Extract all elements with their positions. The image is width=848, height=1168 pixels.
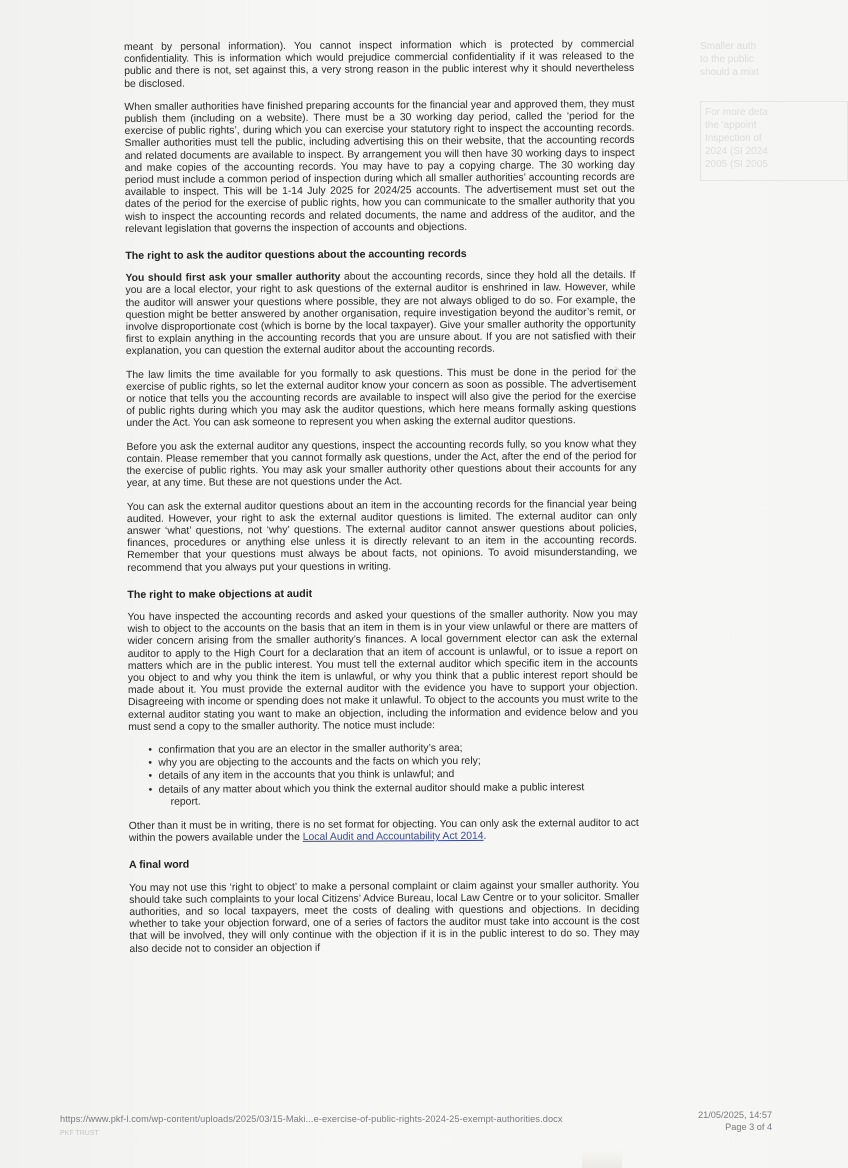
heading-final-word: A final word [128,858,190,872]
footer-meta [698,1110,772,1133]
paragraph-final-word: You may not use this ‘right to object’ to make a personal complaint or claim against your smaller authority. You should take such complaints to your local Citizens’ Advice Bureau, local Law Centre or to your solicitor. Smaller authorities, and so local taxpayers, meet the costs of dealing with questions and objections. In deciding whether to take your objection forward, one of a series of factors the auditor must take into account is the cost that will be involved, they will only continue with the objection if it is in the public interest to do so. They may also decide not to consider an objection if [129,879,640,955]
paragraph-time-limit: The law limits the time available for you formally to ask questions. This must be done in the period for the exercise of public rights, so let the external auditor know your concern as soon as possible. The advertisement or notice that tells you the accounting records are available to inspect will also give the period for the exercise of public rights during which you may ask the auditor questions, which here means formally asking questions under the Act. You can ask someone to represent you when asking the external auditor questions. [126,366,637,430]
list-item: • confirmation that you are an elector in the smaller authority’s area; [148,742,638,757]
heading-objections: The right to make objections at audit [127,587,313,601]
emphasis-text: You should first ask your smaller authority [125,271,341,285]
print-datetime: 21/05/2025, 14:57 [698,1110,773,1120]
act-link[interactable]: Local Audit and Accountability Act 2014 [302,830,484,844]
paper-fold [582,1150,622,1168]
list-item: • details of any matter about which you think the external auditor should make a public interest report. [149,781,639,808]
heading-ask-auditor: The right to ask the auditor questions about the accounting records [125,247,467,263]
paragraph-publish-accounts: When smaller authorities have finished preparing accounts for the financial year and approved them, they must publish them (including on a website). There must be a 30 working day period, called the ‘period for the exercise of public rights’, during which you can exercise your statutory right to inspect the accounting records. Smaller authorities must tell the public, including advertising this on their website, that the accounting records and related documents are available to inspect. By arrangement you will then have 30 working days to inspect and make copies of the accounting records. You may have to pay a copying charge. The 30 working day period must include a common period of inspection during which all smaller authorities’ accounting records are available to inspect. This will be 1-14 July 2025 for 2024/25 accounts. The advertisement must set out the dates of the period for the exercise of public rights, how you can communicate to the smaller authority that you wish to inspect the accounting records and related documents, the name and address of the auditor, and the relevant legislation that governs the inspection of accounts and objections. [124,98,636,235]
paragraph-inspect-first: Before you ask the external auditor any questions, inspect the accounting records fully, so you know what they contain. Please remember that you cannot formally ask questions, under the Act, after the end of the period for the exercise of public rights. You may ask your smaller authority other questions about their accounts for any year, at any time. But these are not questions under the Act. [126,438,637,490]
show-through-text: Smaller auth to the public should a mixt For more deta the 'appoint Inspection of 2024 (SI 2024 2005 (SI 2005 [700,40,848,190]
paragraph-ask-authority-first: You should first ask your smaller authority about the accounting records, since they hold all the details. If you are a local elector, your right to ask questions of the external auditor is enshrined in law. However, while the auditor will answer your questions where possible, they are not always obliged to do so. For example, the question might be better answered by another organisation, require investigation beyond the auditor’s remit, or involve disproportionate cost (which is borne by the local taxpayer). Give your smaller authority the opportunity first to explain anything in the accounting records that you are unsure about. If you are not satisfied with their explanation, you can question the external auditor about the accounting records. [125,270,636,358]
paragraph-objections: You have inspected the accounting records and asked your questions of the smaller authority. Now you may wish to object to the accounts on the basis that an item in them is in your view unlawful or there are matters of wider concern arising from the smaller authority’s finances. A local government elector can ask the external auditor to apply to the High Court for a declaration that an item of account is unlawful, or to issue a report on matters which are in the public interest. You must tell the external auditor which specific item in the accounts you object to and why you think the item is unlawful, or why you think that a public interest report should be made about it. You must provide the external auditor with the evidence you have to support your objection. Disagreeing with income or spending does not make it unlawful. To object to the accounts you must write to the external auditor stating you want to make an objection, including the information and evidence below and you must send a copy to the smaller authority. The notice must include: [127,608,639,733]
paragraph-what-questions: You can ask the external auditor questions about an item in the accounting records for the financial year being audited. However, your right to ask the external auditor questions is limited. The external auditor can only answer ‘what’ questions, not ‘why’ questions. The external auditor cannot answer questions about policies, finances, procedures or anything else unless it is directly relevant to an item in the accounting records. Remember that your questions must always be about facts, not opinions. To avoid misunderstanding, we recommend that you always put your questions in writing. [126,498,638,574]
list-item: • why you are objecting to the accounts and the facts on which you rely; [148,755,638,770]
document-body [124,39,640,967]
show-through-box: For more deta the 'appoint Inspection of 2024 (SI 2024 2005 (SI 2005 [700,101,848,181]
notice-requirements-list [148,742,638,809]
page-number: Page 3 of 4 [725,1121,773,1132]
footer-url: https://www.pkf-l.com/wp-content/uploads/2025/03/15-Maki...e-exercise-of-public-rights-2024-25-exempt-authorities.docx [60,1114,563,1124]
paragraph-format: Other than it must be in writing, there is no set format for objecting. You can only ask the external auditor to act within the powers available under the Local Audit and Accountability Act 2014. [128,817,639,845]
paragraph-personal-info: meant by personal information). You cannot inspect information which is protected by commercial confidentiality. This is information which would prejudice commercial confidentiality if it was released to the public and there is not, set against this, a very strong reason in the public interest why it should nevertheless be disclosed. [124,38,635,90]
list-item: • details of any item in the accounts that you think is unlawful; and [148,768,638,783]
footer-sub: PKF TRUST [60,1130,99,1137]
